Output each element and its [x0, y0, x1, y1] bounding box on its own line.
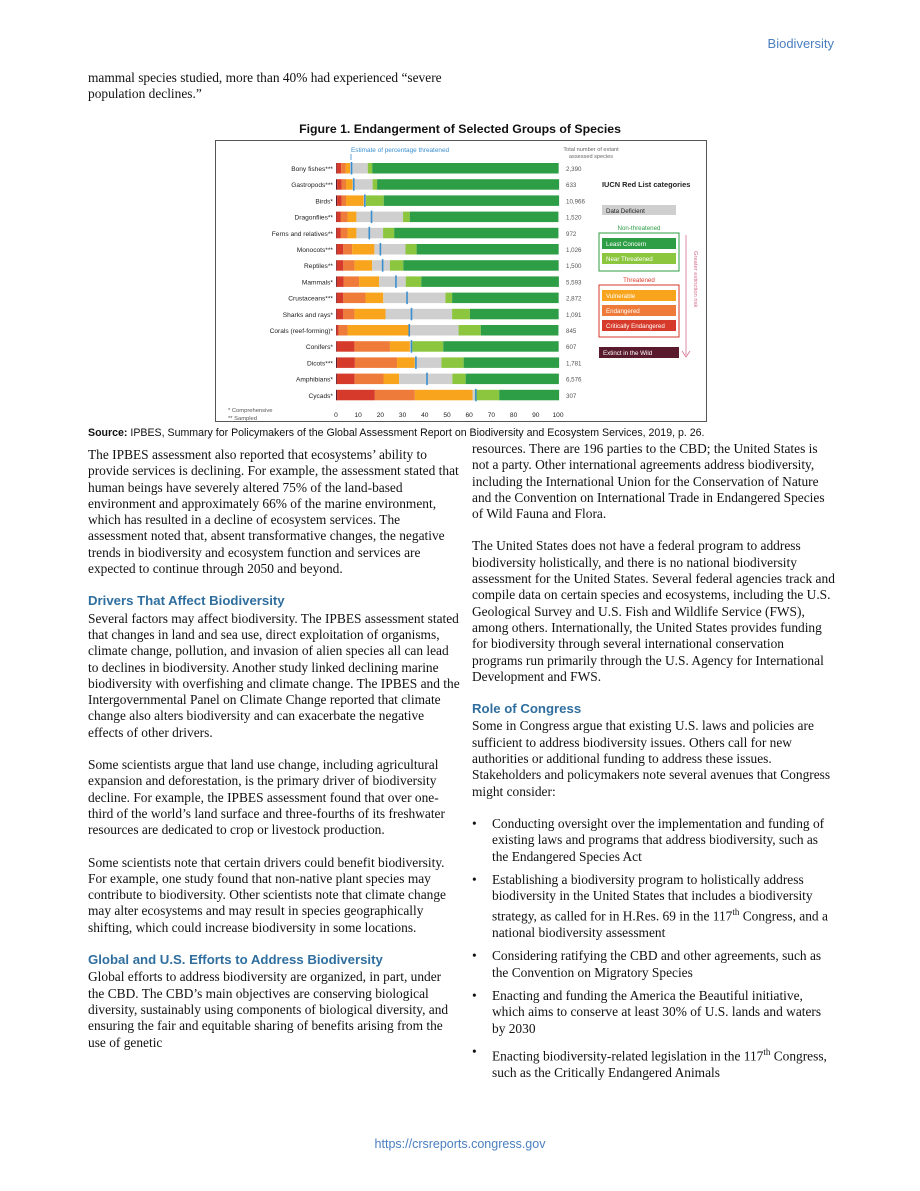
legend-label: Data Deficient	[606, 208, 645, 215]
x-tick-label: 40	[421, 412, 429, 419]
bar-segment	[337, 309, 344, 320]
bar-segment	[343, 244, 352, 255]
category-label: Cycads*	[308, 392, 333, 400]
legend-label: Critically Endangered	[606, 323, 665, 330]
category-label: Corals (reef-forming)*	[269, 328, 333, 335]
bar-segment	[337, 374, 355, 385]
bar-segment	[355, 357, 397, 368]
bar-segment	[343, 260, 354, 271]
bar-segment	[353, 179, 373, 190]
bar-segment	[475, 390, 499, 401]
legend-label: Endangered	[606, 308, 640, 315]
source-label: Source:	[88, 427, 128, 439]
intro-paragraph: mammal species studied, more than 40% had experienced “severe population declines.”	[88, 70, 442, 102]
paragraph: Some in Congress argue that existing U.S. laws and policies are sufficient to address biodiversity issues. Others call for new authorities or additional funding to address these issues. Stakeholders and policymakers note several avenues that Congress might consider:	[472, 718, 831, 799]
bar-segment	[346, 195, 364, 206]
category-label: Gastropods***	[291, 182, 333, 190]
category-label: Dragonflies**	[294, 214, 333, 222]
category-label: Amphibians*	[295, 376, 333, 384]
bar-segment	[336, 374, 337, 385]
total-species-label: 1,781	[566, 360, 582, 368]
figure-source	[88, 427, 704, 439]
source-text: IPBES, Summary for Policymakers of the Global Assessment Report on Biodiversity and Ecosystem Services, 2019, p. 26.	[130, 427, 705, 439]
totals-header-line1: Total number of extant	[563, 147, 619, 153]
bar-segment	[384, 374, 400, 385]
superscript: th	[763, 1046, 771, 1057]
bar-segment	[336, 244, 337, 255]
heading-role-of-congress: Role of Congress	[472, 701, 582, 717]
bar-segment	[410, 212, 559, 223]
category-label: Bony fishes***	[291, 166, 333, 173]
legend-label: Near Threatened	[606, 256, 653, 263]
legend-label: Least Concern	[606, 241, 647, 248]
bar-segment	[384, 195, 559, 206]
bar-segment	[336, 260, 337, 271]
total-species-label: 1,500	[566, 263, 582, 271]
legend-label: Vulnerable	[606, 293, 636, 300]
bar-segment	[470, 309, 559, 320]
total-species-label: 2,872	[566, 295, 582, 303]
category-label: Reptiles**	[304, 263, 333, 271]
heading-global-efforts: Global and U.S. Efforts to Address Biodiversity	[88, 952, 383, 968]
bar-segment	[350, 163, 368, 174]
bar-segment	[441, 357, 463, 368]
bar-segment	[373, 179, 377, 190]
chart-footnote: ** Sampled	[228, 416, 258, 421]
bar-segment	[415, 390, 473, 401]
bar-segment	[342, 195, 346, 206]
x-tick-label: 0	[334, 412, 338, 419]
total-species-label: 2,390	[566, 166, 582, 173]
bar-segment	[375, 390, 415, 401]
bar-segment	[348, 228, 357, 239]
bar-segment	[386, 309, 453, 320]
bar-segment	[403, 212, 410, 223]
bar-segment	[336, 293, 337, 304]
estimate-label: Estimate of percentage threatened	[351, 147, 450, 154]
bar-segment	[336, 195, 337, 206]
bar-segment	[343, 309, 354, 320]
category-label: Conifers*	[305, 344, 333, 352]
bar-segment	[372, 163, 558, 174]
legend-group-label: Non-threatened	[617, 225, 661, 232]
bar-segment	[410, 325, 459, 336]
bar-segment	[346, 163, 350, 174]
bar-segment	[445, 293, 452, 304]
bar-segment	[337, 244, 344, 255]
bar-segment	[341, 228, 348, 239]
total-species-label: 1,026	[566, 247, 582, 254]
chart-svg	[216, 141, 706, 421]
x-tick-label: 10	[354, 412, 362, 419]
category-label: Crustaceans***	[288, 295, 333, 303]
x-tick-label: 20	[376, 412, 385, 419]
paragraph: Some scientists note that certain drivers could benefit biodiversity. For example, one study found that non-native plant species may contribute to biodiversity. Other scientists note that climate change may alter ecosystems and may result in species geographically shifting, which could increase biodiversity in some locations.	[88, 854, 446, 935]
bar-segment	[336, 163, 337, 174]
bar-segment	[366, 293, 384, 304]
right-column	[472, 441, 837, 1088]
bar-segment	[399, 374, 452, 385]
bar-segment	[452, 374, 465, 385]
list-item-text: Congress, and a national biodiversity assessment	[492, 908, 828, 941]
bar-segment	[352, 244, 374, 255]
list-item: • Conducting oversight over the implementation and funding of existing laws and programs that address biodiversity, such as the Endangered Species Act	[492, 816, 837, 865]
bar-segment	[359, 276, 379, 287]
bar-segment	[336, 276, 337, 287]
risk-axis-label: Greater extinction risk	[692, 251, 698, 308]
bar-segment	[443, 341, 558, 352]
bar-segment	[383, 293, 445, 304]
bar-segment	[452, 293, 559, 304]
list-item	[492, 872, 837, 942]
bar-segment	[339, 325, 348, 336]
bar-segment	[341, 163, 345, 174]
heading-drivers: Drivers That Affect Biodiversity	[88, 593, 285, 609]
category-label: Sharks and rays*	[282, 311, 333, 319]
paragraph: The IPBES assessment also reported that ecosystems’ ability to provide services is declining. For example, the assessment stated that human beings have severely altered 75% of the land-based environment and approximately 66% of the marine environment, which has resulted in a decline of ecosystem services. The assessment noted that, absent transformative changes, the negative trends in biodiversity and ecosystem function and services are expected to continue through 2050 and beyond.	[88, 447, 459, 577]
bar-segment	[336, 341, 337, 352]
bar-segment	[354, 341, 390, 352]
bar-segment	[374, 244, 405, 255]
paragraph: Global efforts to address biodiversity are organized, in part, under the CBD. The CBD’s main objectives are conserving biological diversity, sustainably using components of biological diversity, and ensuring the fair and equitable sharing of benefits arising from the use of genetic	[88, 969, 449, 1050]
bar-segment	[415, 357, 442, 368]
bar-segment	[348, 325, 410, 336]
paragraph: resources. There are 196 parties to the CBD; the United States is not a party. Other international agreements address biodiversity, including the International Union for the Conservation of Nature and the Convention on International Trade in Endangered Species of Wild Fauna and Flora.	[472, 441, 825, 522]
bar-segment	[336, 325, 338, 336]
bar-segment	[336, 357, 337, 368]
bar-segment	[464, 357, 559, 368]
bar-segment	[397, 357, 415, 368]
bar-segment	[412, 341, 443, 352]
list-item	[492, 1044, 837, 1081]
bar-segment	[354, 260, 372, 271]
bar-segment	[343, 293, 365, 304]
bar-segment	[337, 179, 341, 190]
total-species-label: 5,593	[566, 279, 582, 287]
bar-segment	[481, 325, 559, 336]
bar-segment	[348, 212, 357, 223]
bar-segment	[394, 228, 558, 239]
bar-segment	[336, 212, 340, 223]
x-tick-label: 90	[532, 412, 540, 419]
bar-segment	[342, 179, 346, 190]
bar-segment	[466, 374, 559, 385]
category-label: Birds*	[315, 198, 333, 206]
bar-segment	[390, 341, 410, 352]
bar-segment	[473, 390, 475, 401]
category-label: Ferns and relatives**	[271, 230, 333, 238]
bar-segment	[337, 195, 341, 206]
category-label: Dicots***	[306, 360, 333, 368]
x-tick-label: 60	[465, 412, 473, 419]
bar-segment	[346, 179, 353, 190]
bar-segment	[337, 260, 344, 271]
bar-segment	[379, 276, 406, 287]
bar-segment	[337, 341, 355, 352]
legend-label: Extinct in the Wild	[603, 350, 653, 357]
superscript: th	[732, 907, 740, 918]
bar-segment	[336, 390, 337, 401]
paragraph: Some scientists argue that land use change, including agricultural expansion and deforestation, is the primary driver of biodiversity decline. For example, the IPBES assessment found that over one-third of the world’s land surface and three-fourths of its freshwater resources are dedicated to crop or livestock production.	[88, 757, 445, 838]
bar-segment	[336, 309, 337, 320]
bar-segment	[337, 390, 375, 401]
list-item: • Enacting and funding the America the Beautiful initiative, which aims to conserve at least 30% of U.S. lands and waters by 2030	[492, 988, 837, 1037]
x-tick-label: 30	[398, 412, 407, 419]
paragraph: The United States does not have a federal program to address biodiversity holistically, and there is no national biodiversity assessment for the United States. Several federal agencies track and compile data on certain species and ecosystems, including the U.S. Geological Survey and U.S. Fish and Wildlife Service (FWS), among others. Internationally, the United States provides funding for biodiversity through several international conservation programs run primarily through the U.S. Agency for International Development and FWS.	[472, 538, 835, 684]
footer-url[interactable]: https://crsreports.congress.gov	[374, 1137, 546, 1151]
bar-segment	[356, 212, 403, 223]
bar-segment	[405, 244, 416, 255]
paragraph: Several factors may affect biodiversity. The IPBES assessment stated that changes in land and sea use, direct exploitation of organisms, climate change, pollution, and invasion of alien species all can lead to declines in biodiversity. Another study linked declining marine biodiversity with overfishing and climate change. The IPBES and the Intergovernmental Panel on Climate Change reported that climate change also alters biodiversity and can exacerbate the negative effects of other drivers.	[88, 610, 460, 740]
bar-segment	[403, 260, 558, 271]
bar-segment	[390, 260, 403, 271]
total-species-label: 307	[566, 392, 577, 400]
bar-segment	[337, 276, 344, 287]
totals-header-line2: assessed species	[568, 154, 614, 160]
x-tick-label: 50	[443, 412, 451, 419]
bar-segment	[383, 228, 394, 239]
list-item-text: Enacting biodiversity-related legislation in the 117	[492, 1048, 764, 1064]
bar-segment	[406, 276, 422, 287]
bar-segment	[417, 244, 559, 255]
legend-group-label: Threatened	[623, 277, 655, 284]
total-species-label: 1,091	[566, 311, 582, 319]
bar-segment	[368, 163, 372, 174]
running-header: Biodiversity	[767, 36, 834, 51]
figure-title: Figure 1. Endangerment of Selected Groups of Species	[299, 122, 621, 136]
congress-options-list	[472, 816, 837, 1081]
total-species-label: 6,576	[566, 376, 582, 384]
bar-segment	[355, 374, 384, 385]
left-column	[88, 447, 460, 1067]
bar-segment	[344, 276, 360, 287]
chart-footnote: * Comprehensive	[228, 408, 273, 414]
list-item-text: Congress, such as the Critically Endangered Animals	[492, 1048, 827, 1080]
list-item: • Considering ratifying the CBD and other agreements, such as the Convention on Migratory Species	[492, 948, 837, 981]
category-label: Monocots***	[296, 247, 333, 254]
total-species-label: 845	[566, 328, 577, 335]
bar-segment	[337, 293, 344, 304]
bar-segment	[354, 309, 385, 320]
bar-segment	[336, 228, 340, 239]
legend-title: IUCN Red List categories	[602, 180, 691, 189]
bar-segment	[336, 179, 337, 190]
bar-segment	[421, 276, 559, 287]
bar-segment	[459, 325, 481, 336]
total-species-label: 633	[566, 182, 577, 190]
bar-segment	[337, 163, 341, 174]
total-species-label: 10,966	[566, 198, 585, 206]
figure-chart	[215, 140, 707, 422]
bar-segment	[337, 357, 355, 368]
x-tick-label: 80	[509, 412, 518, 419]
bar-segment	[499, 390, 559, 401]
x-tick-label: 100	[552, 412, 564, 419]
x-tick-label: 70	[487, 412, 496, 419]
bar-segment	[372, 260, 390, 271]
total-species-label: 1,520	[566, 214, 582, 222]
category-label: Mammals*	[301, 279, 333, 287]
total-species-label: 972	[566, 230, 577, 238]
total-species-label: 607	[566, 344, 577, 352]
bar-segment	[377, 179, 559, 190]
bar-segment	[341, 212, 348, 223]
bar-segment	[452, 309, 470, 320]
bar-segment	[366, 195, 384, 206]
list-item-text: Establishing a biodiversity program to holistically address biodiversity in the United States that includes a biodiversity strategy, as called for in H.Res. 69 in the 117	[492, 871, 813, 924]
